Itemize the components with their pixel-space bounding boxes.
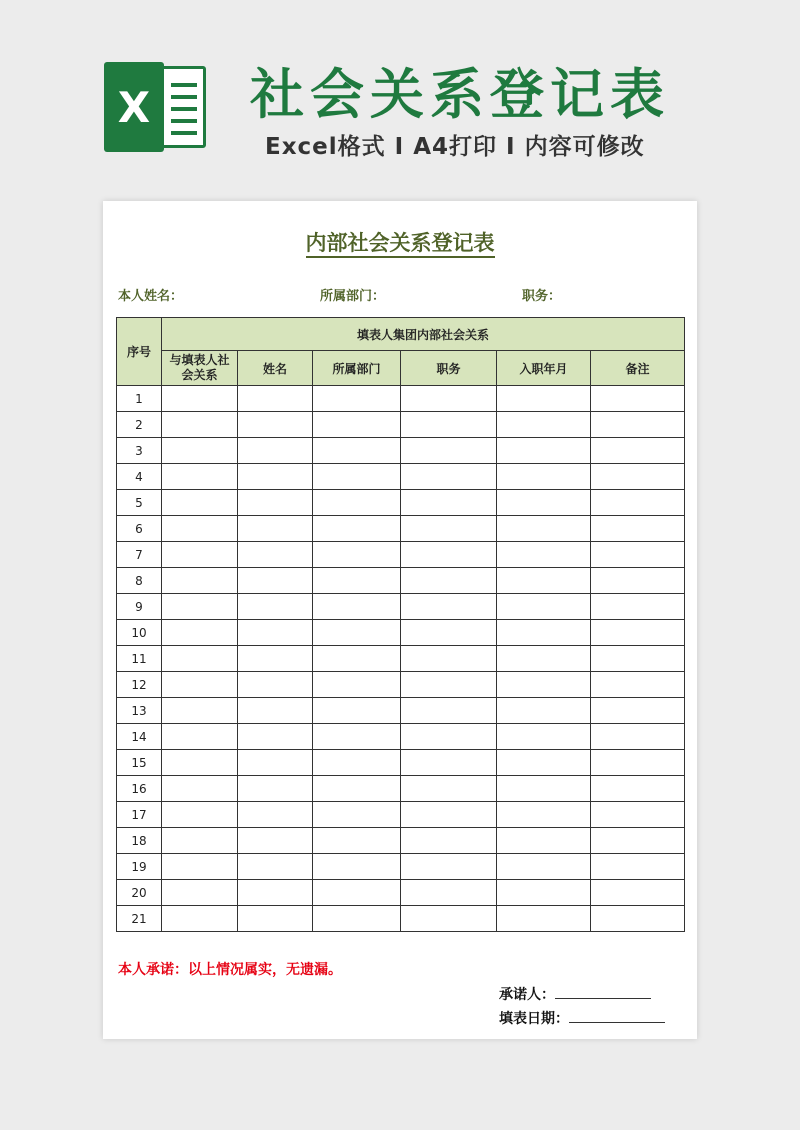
table-cell[interactable]	[238, 750, 313, 776]
group-header: 填表人集团内部社会关系	[162, 318, 685, 351]
table-cell[interactable]	[238, 880, 313, 906]
table-cell[interactable]	[401, 516, 497, 542]
table-cell[interactable]	[401, 880, 497, 906]
row-number: 13	[117, 698, 162, 724]
table-row	[117, 386, 685, 412]
table-row	[117, 620, 685, 646]
date-label: 填表日期：	[499, 1011, 569, 1027]
table-row	[117, 698, 685, 724]
table-cell[interactable]	[497, 438, 591, 464]
table-cell[interactable]	[497, 490, 591, 516]
row-number: 10	[117, 620, 162, 646]
signer-line	[499, 984, 651, 1004]
table-body	[117, 386, 685, 932]
table-cell[interactable]	[313, 516, 401, 542]
table-cell[interactable]	[401, 386, 497, 412]
table-cell[interactable]	[401, 828, 497, 854]
table-cell[interactable]	[238, 646, 313, 672]
table-row	[117, 412, 685, 438]
table-cell[interactable]	[401, 438, 497, 464]
table-cell[interactable]	[162, 646, 238, 672]
table-cell[interactable]	[313, 776, 401, 802]
row-number: 5	[117, 490, 162, 516]
table-cell[interactable]	[238, 776, 313, 802]
row-number: 17	[117, 802, 162, 828]
table-row	[117, 542, 685, 568]
table-cell[interactable]	[313, 646, 401, 672]
table-cell[interactable]	[401, 776, 497, 802]
table-cell[interactable]	[313, 672, 401, 698]
table-cell[interactable]	[591, 802, 685, 828]
table-cell[interactable]	[591, 776, 685, 802]
document-title-text: 内部社会关系登记表	[306, 231, 495, 258]
table-row	[117, 464, 685, 490]
table-cell[interactable]	[401, 464, 497, 490]
banner-subtitle: Excel格式 I A4打印 I 内容可修改	[265, 134, 645, 160]
table-cell[interactable]	[313, 724, 401, 750]
row-number: 8	[117, 568, 162, 594]
table-cell[interactable]	[162, 386, 238, 412]
table-cell[interactable]	[497, 464, 591, 490]
table-cell[interactable]	[591, 854, 685, 880]
table-cell[interactable]	[591, 620, 685, 646]
table-row	[117, 854, 685, 880]
table-cell[interactable]	[591, 594, 685, 620]
row-number: 15	[117, 750, 162, 776]
table-cell[interactable]	[591, 906, 685, 932]
table-row	[117, 724, 685, 750]
table-cell[interactable]	[313, 386, 401, 412]
table-cell[interactable]	[497, 776, 591, 802]
row-number: 6	[117, 516, 162, 542]
table-cell[interactable]	[238, 412, 313, 438]
table-cell[interactable]	[497, 906, 591, 932]
table-row	[117, 750, 685, 776]
excel-logo-icon	[104, 62, 210, 152]
table-cell[interactable]	[497, 542, 591, 568]
table-cell[interactable]	[401, 724, 497, 750]
row-number: 16	[117, 776, 162, 802]
table-cell[interactable]	[162, 802, 238, 828]
table-cell[interactable]	[497, 386, 591, 412]
document-title	[103, 227, 697, 257]
table-cell[interactable]	[162, 594, 238, 620]
table-row	[117, 438, 685, 464]
table-cell[interactable]	[401, 802, 497, 828]
table-cell[interactable]	[238, 516, 313, 542]
table-cell[interactable]	[238, 802, 313, 828]
table-row	[117, 802, 685, 828]
table-cell[interactable]	[591, 490, 685, 516]
document-page	[103, 201, 697, 1039]
table-cell[interactable]	[162, 724, 238, 750]
table-cell[interactable]	[497, 880, 591, 906]
table-cell[interactable]	[162, 542, 238, 568]
seq-header: 序号	[117, 318, 162, 386]
table-cell[interactable]	[401, 698, 497, 724]
table-row	[117, 516, 685, 542]
table-cell[interactable]	[162, 776, 238, 802]
table-cell[interactable]	[497, 594, 591, 620]
row-number: 2	[117, 412, 162, 438]
table-cell[interactable]	[401, 542, 497, 568]
table-cell[interactable]	[401, 568, 497, 594]
table-cell[interactable]	[401, 412, 497, 438]
table-cell[interactable]	[497, 620, 591, 646]
table-cell[interactable]	[497, 724, 591, 750]
table-cell[interactable]	[162, 438, 238, 464]
table-cell[interactable]	[162, 516, 238, 542]
row-number: 12	[117, 672, 162, 698]
table-cell[interactable]	[401, 906, 497, 932]
table-cell[interactable]	[497, 516, 591, 542]
row-number: 9	[117, 594, 162, 620]
table-cell[interactable]	[238, 542, 313, 568]
row-number: 20	[117, 880, 162, 906]
table-cell[interactable]	[238, 490, 313, 516]
table-cell[interactable]	[591, 568, 685, 594]
table-cell[interactable]	[591, 386, 685, 412]
col-remarks-header: 备注	[591, 351, 685, 386]
registration-table	[116, 317, 685, 932]
table-cell[interactable]	[238, 724, 313, 750]
table-cell[interactable]	[313, 620, 401, 646]
table-cell[interactable]	[313, 568, 401, 594]
row-number: 14	[117, 724, 162, 750]
row-number: 18	[117, 828, 162, 854]
table-row	[117, 672, 685, 698]
table-cell[interactable]	[313, 802, 401, 828]
row-number: 1	[117, 386, 162, 412]
table-cell[interactable]	[238, 594, 313, 620]
col-join-date-header: 入职年月	[497, 351, 591, 386]
table-cell[interactable]	[401, 646, 497, 672]
row-number: 4	[117, 464, 162, 490]
table-cell[interactable]	[591, 750, 685, 776]
table-cell[interactable]	[313, 542, 401, 568]
table-cell[interactable]	[162, 464, 238, 490]
table-cell[interactable]	[313, 438, 401, 464]
table-cell[interactable]	[591, 542, 685, 568]
table-cell[interactable]	[497, 698, 591, 724]
table-cell[interactable]	[238, 386, 313, 412]
table-cell[interactable]	[313, 464, 401, 490]
table-cell[interactable]	[313, 412, 401, 438]
dept-label: 所属部门：	[320, 289, 386, 304]
table-cell[interactable]	[401, 490, 497, 516]
table-row	[117, 880, 685, 906]
table-cell[interactable]	[497, 568, 591, 594]
name-label: 本人姓名：	[118, 289, 184, 304]
table-cell[interactable]	[238, 698, 313, 724]
table-row	[117, 906, 685, 932]
date-field[interactable]	[569, 1010, 665, 1023]
signer-label: 承诺人：	[499, 987, 555, 1003]
table-cell[interactable]	[238, 828, 313, 854]
table-cell[interactable]	[238, 620, 313, 646]
table-row	[117, 490, 685, 516]
row-number: 19	[117, 854, 162, 880]
table-cell[interactable]	[591, 672, 685, 698]
table-cell[interactable]	[162, 828, 238, 854]
table-row	[117, 646, 685, 672]
table-cell[interactable]	[497, 750, 591, 776]
table-cell[interactable]	[401, 672, 497, 698]
table-cell[interactable]	[313, 594, 401, 620]
row-number: 7	[117, 542, 162, 568]
table-cell[interactable]	[591, 464, 685, 490]
table-cell[interactable]	[313, 698, 401, 724]
signer-field[interactable]	[555, 986, 651, 999]
date-line	[499, 1008, 665, 1028]
col-relation-header: 与填表人社会关系	[162, 351, 238, 386]
row-number: 21	[117, 906, 162, 932]
table-cell[interactable]	[238, 906, 313, 932]
table-cell[interactable]	[497, 646, 591, 672]
table-row	[117, 776, 685, 802]
table-cell[interactable]	[401, 750, 497, 776]
logo-letter: X	[117, 82, 151, 132]
col-name-header: 姓名	[238, 351, 313, 386]
row-number: 3	[117, 438, 162, 464]
table-cell[interactable]	[591, 828, 685, 854]
table-cell[interactable]	[313, 880, 401, 906]
table-cell[interactable]	[497, 412, 591, 438]
table-cell[interactable]	[162, 568, 238, 594]
table-cell[interactable]	[591, 412, 685, 438]
banner	[0, 0, 800, 190]
col-position-header: 职务	[401, 351, 497, 386]
table-cell[interactable]	[238, 438, 313, 464]
table-cell[interactable]	[591, 516, 685, 542]
promise-statement: 本人承诺：以上情况属实，无遗漏。	[118, 962, 342, 978]
table-cell[interactable]	[313, 854, 401, 880]
table-row	[117, 568, 685, 594]
table-row	[117, 828, 685, 854]
table-cell[interactable]	[162, 672, 238, 698]
table-cell[interactable]	[162, 880, 238, 906]
table-cell[interactable]	[591, 724, 685, 750]
table-cell[interactable]	[162, 412, 238, 438]
table-cell[interactable]	[591, 880, 685, 906]
table-cell[interactable]	[313, 828, 401, 854]
table-cell[interactable]	[162, 490, 238, 516]
table-cell[interactable]	[401, 854, 497, 880]
position-label: 职务：	[522, 289, 562, 304]
table-cell[interactable]	[401, 594, 497, 620]
table-cell[interactable]	[238, 464, 313, 490]
table-cell[interactable]	[238, 672, 313, 698]
table-cell[interactable]	[497, 802, 591, 828]
banner-title: 社会关系登记表	[250, 63, 670, 126]
row-number: 11	[117, 646, 162, 672]
table-cell[interactable]	[238, 568, 313, 594]
table-cell[interactable]	[591, 698, 685, 724]
table-cell[interactable]	[497, 854, 591, 880]
table-cell[interactable]	[497, 828, 591, 854]
table-cell[interactable]	[162, 854, 238, 880]
table-cell[interactable]	[238, 854, 313, 880]
table-cell[interactable]	[497, 672, 591, 698]
table-cell[interactable]	[313, 490, 401, 516]
table-cell[interactable]	[162, 750, 238, 776]
table-cell[interactable]	[591, 438, 685, 464]
table-cell[interactable]	[313, 906, 401, 932]
table-cell[interactable]	[162, 906, 238, 932]
table-cell[interactable]	[313, 750, 401, 776]
table-cell[interactable]	[162, 620, 238, 646]
table-cell[interactable]	[401, 620, 497, 646]
table-cell[interactable]	[591, 646, 685, 672]
excel-x-tile	[104, 62, 164, 152]
table-row	[117, 594, 685, 620]
table-cell[interactable]	[162, 698, 238, 724]
col-dept-header: 所属部门	[313, 351, 401, 386]
